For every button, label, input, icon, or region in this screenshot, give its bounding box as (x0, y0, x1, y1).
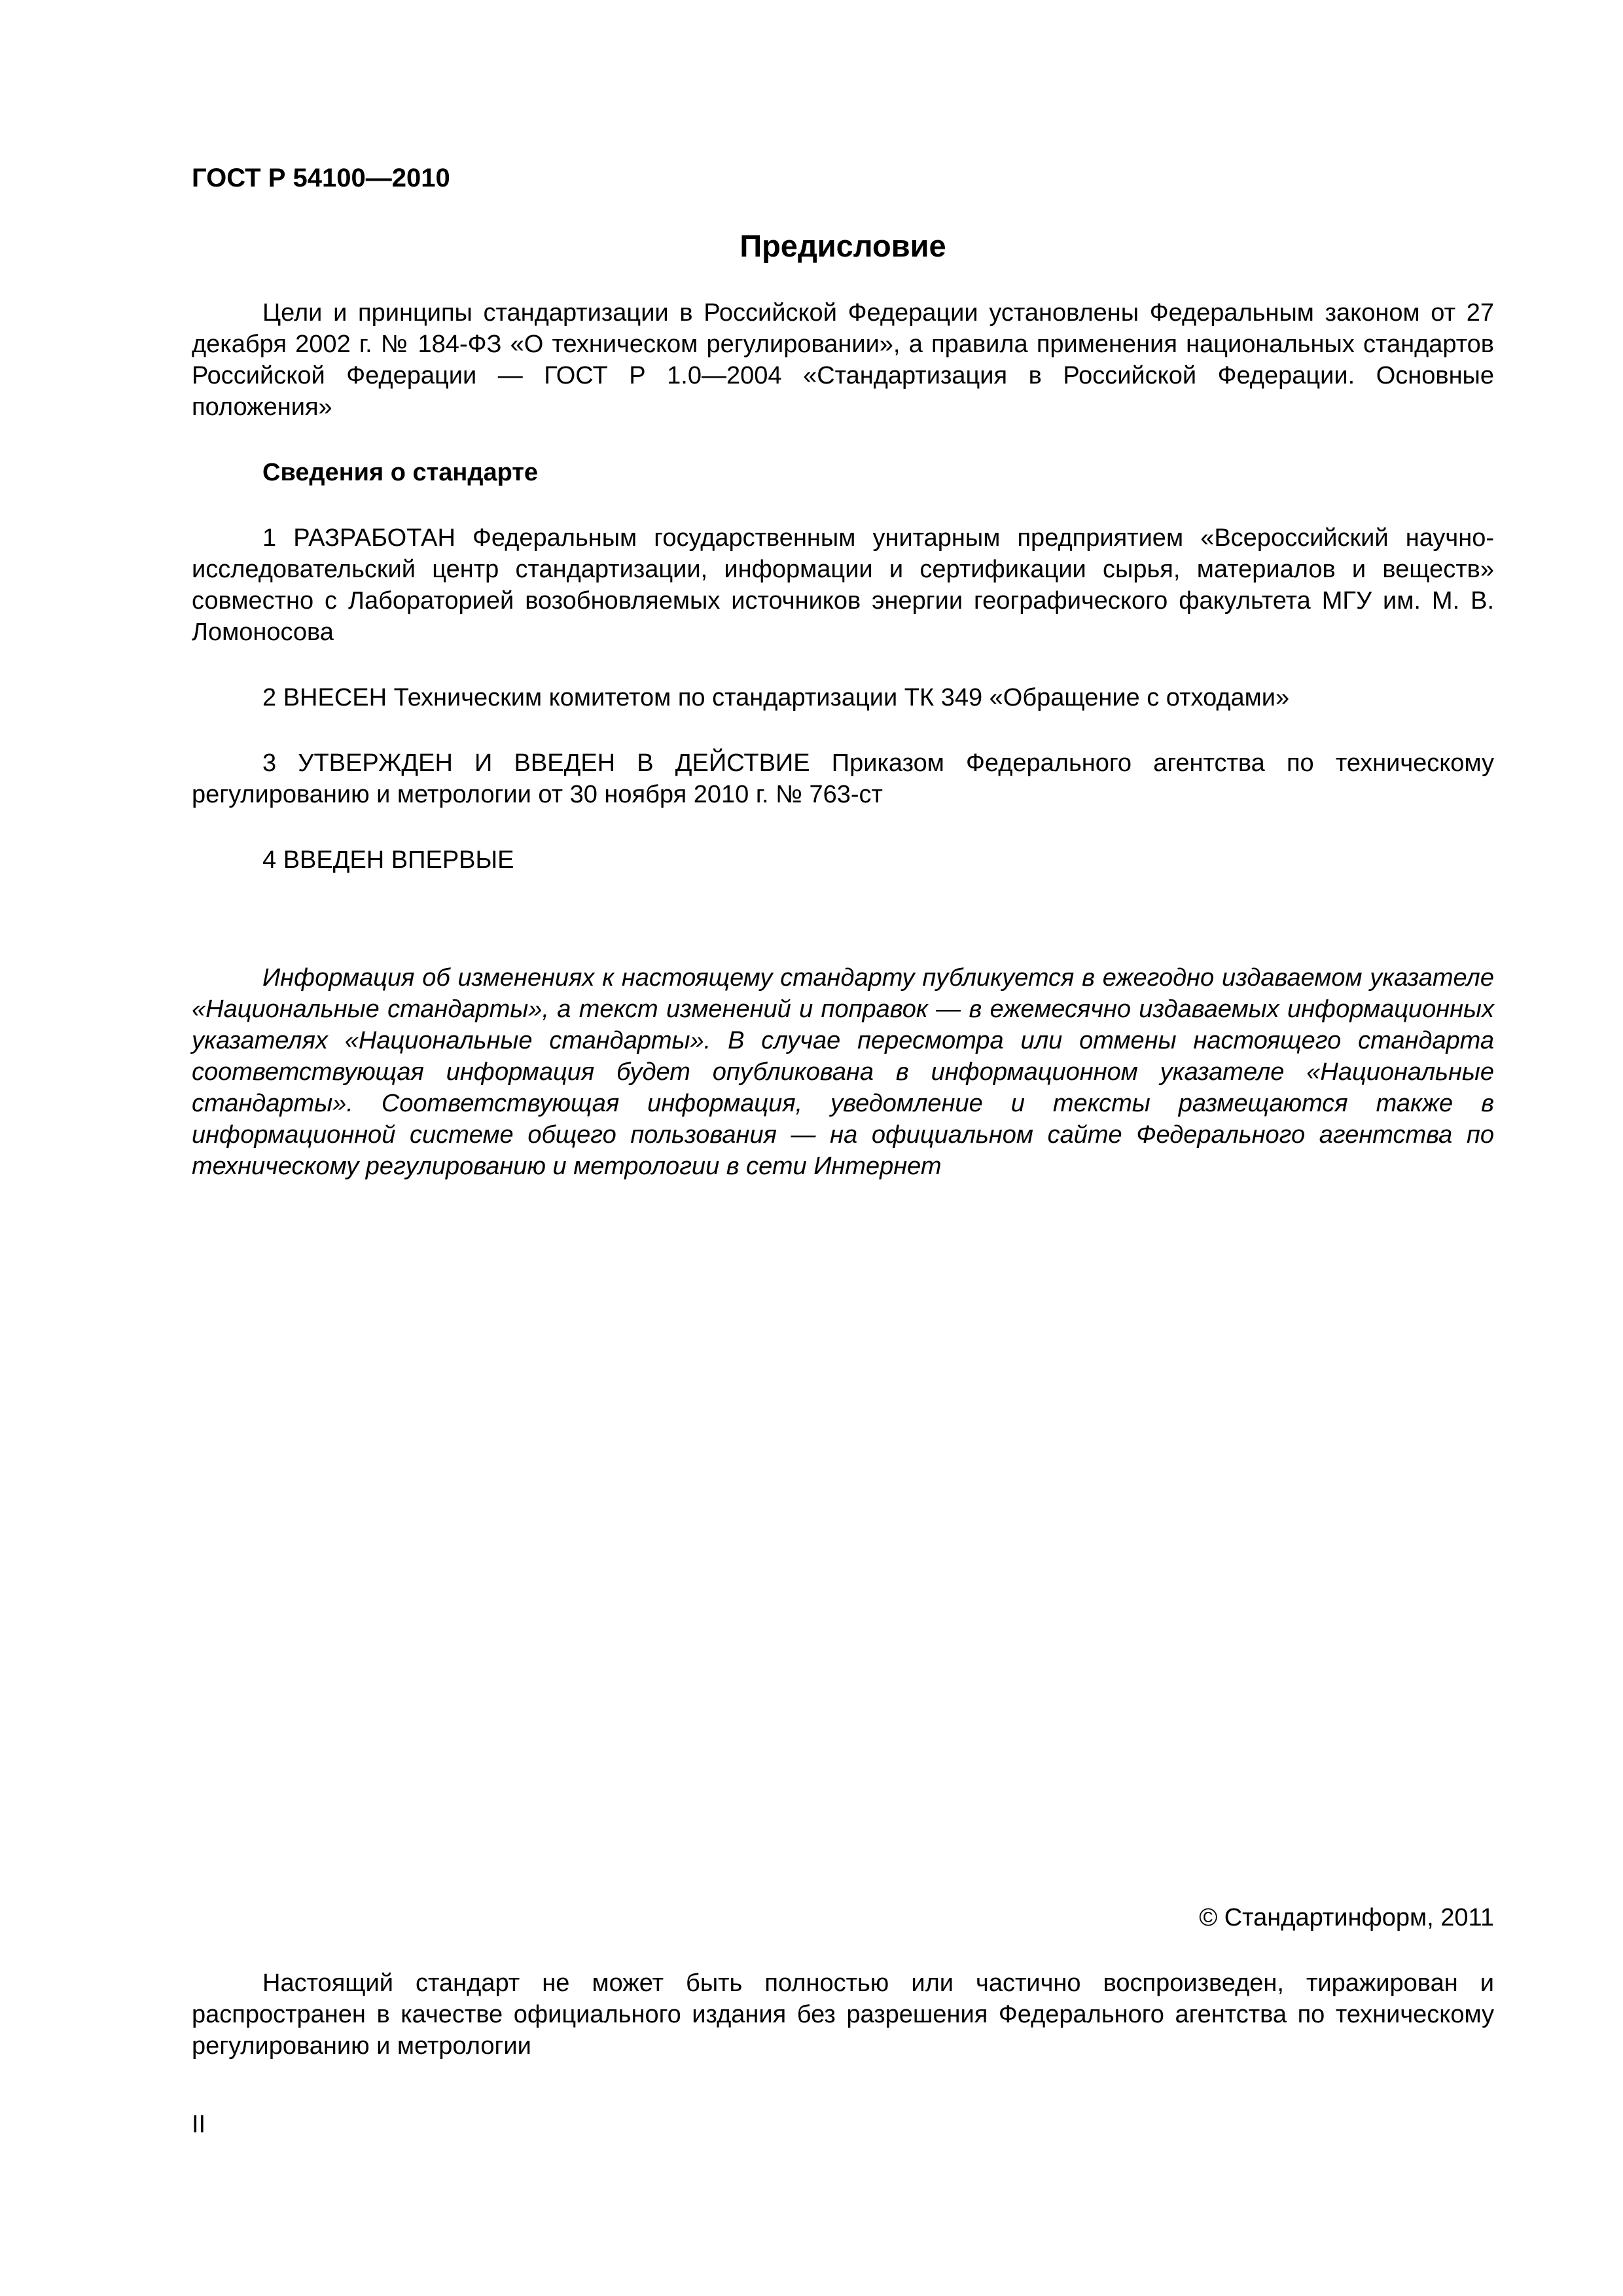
standard-info-heading: Сведения о стандарте (262, 459, 539, 486)
document-designation: ГОСТ Р 54100—2010 (192, 164, 450, 192)
foreword-intro: Цели и принципы стандартизации в Российской Федерации установлены Федеральным законом от 27 декабря 2002 г. № 184-ФЗ «О техническом регулировании», а правила применения национальных стандартов Российской Федерации — ГОСТ Р 1.0—2004 «Стандартизация в Российской Федерации. Основные положения» (192, 299, 1494, 421)
foreword-title: Предисловие (740, 228, 946, 263)
foreword-section (192, 226, 1494, 1182)
page-number: II (192, 2111, 206, 2138)
reproduction-notice: Настоящий стандарт не может быть полностью или частично воспроизведен, тиражирован и распространен в качестве официального издания без разрешения Федерального агентства по техническому регулированию и метрологии (192, 1969, 1494, 2060)
info-item-introduced: 4 ВВЕДЕН ВПЕРВЫЕ (262, 846, 514, 874)
copyright-notice: © Стандартинформ, 2011 (1199, 1904, 1494, 1931)
publication-notice-block (192, 1902, 1494, 2062)
changes-information-note: Информация об изменениях к настоящему стандарту публикуется в ежегодно издаваемом указателе «Национальные стандарты», а текст изменений и поправок — в ежемесячно издаваемых информационных указателях «Национальные стандарты». В случае пересмотра или отмены настоящего стандарта соответствующая информация будет опубликована в информационном указателе «Национальные стандарты». Соответствующая информация, уведомление и тексты размещаются также в информационной системе общего пользования — на официальном сайте Федерального агентства по техническому регулированию и метрологии в сети Интернет (192, 964, 1494, 1180)
info-item-submitted: 2 ВНЕСЕН Техническим комитетом по стандартизации ТК 349 «Обращение с отходами» (262, 684, 1290, 711)
info-item-approved: 3 УТВЕРЖДЕН И ВВЕДЕН В ДЕЙСТВИЕ Приказом Федерального агентства по техническому регулированию и метрологии от 30 ноября 2010 г. № 763-ст (192, 749, 1494, 808)
info-item-developed: 1 РАЗРАБОТАН Федеральным государственным унитарным предприятием «Всероссийский научно-исследовательский центр стандартизации, информации и сертификации сырья, материалов и веществ» совместно с Лабораторией возобновляемых источников энергии географического факультета МГУ им. М. В. Ломоносова (192, 524, 1494, 646)
